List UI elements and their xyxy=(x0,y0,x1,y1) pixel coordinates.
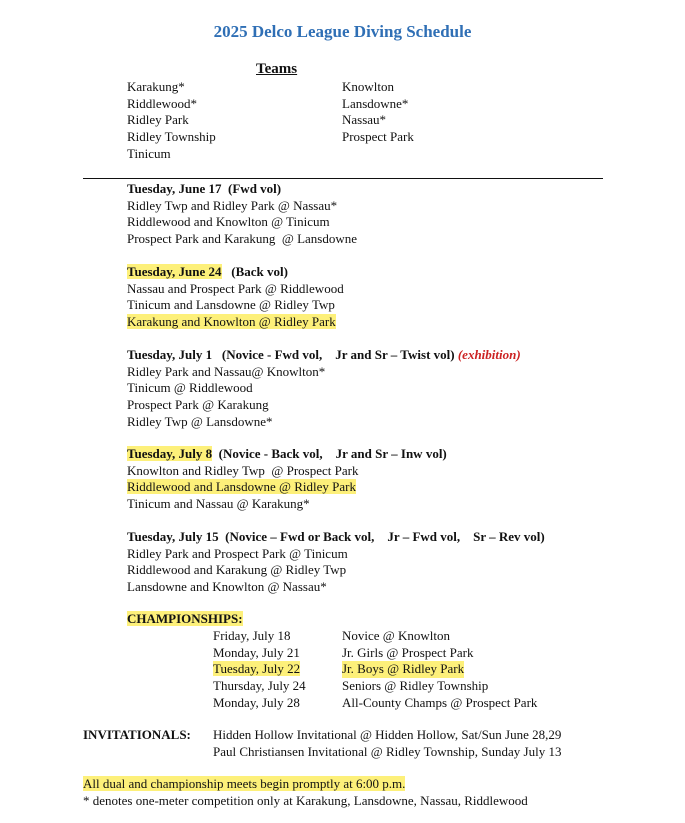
championship-row xyxy=(213,661,537,678)
meet-block xyxy=(127,264,344,331)
meet-match: Prospect Park and Karakung @ Lansdowne xyxy=(127,231,358,247)
teams-right-column xyxy=(342,79,414,146)
championship-date: Tuesday, July 22 xyxy=(213,661,301,677)
invitational-item: Paul Christiansen Invitational @ Ridley Township, Sunday July 13 xyxy=(213,743,562,759)
teams-left-column xyxy=(127,79,216,163)
championships-table xyxy=(213,628,537,712)
meet-events: (Novice - Back vol, Jr and Sr – Inw vol) xyxy=(218,446,447,461)
team-name: Nassau* xyxy=(342,112,387,128)
championship-date: Monday, July 28 xyxy=(213,694,300,710)
invitationals-label: INVITATIONALS: xyxy=(83,727,191,742)
meet-block xyxy=(127,529,545,596)
championships-heading: CHAMPIONSHIPS: xyxy=(127,611,243,626)
meet-events: (Back vol) xyxy=(231,264,288,279)
championship-event: Jr. Girls @ Prospect Park xyxy=(342,644,474,660)
meet-match: Riddlewood and Karakung @ Ridley Twp xyxy=(127,562,347,578)
meet-date: Tuesday, June 17 xyxy=(127,181,222,196)
meet-match: Ridley Park and Prospect Park @ Tinicum xyxy=(127,545,348,561)
championship-event: Jr. Boys @ Ridley Park xyxy=(342,661,465,677)
meet-match: Tinicum @ Riddlewood xyxy=(127,380,253,396)
teams-heading: Teams xyxy=(256,61,298,77)
meet-block xyxy=(127,446,447,513)
page-title: 2025 Delco League Diving Schedule xyxy=(213,22,472,41)
meet-match: Lansdowne and Knowlton @ Nassau* xyxy=(127,579,327,595)
team-name: Ridley Park xyxy=(127,112,189,128)
meet-date: Tuesday, July 8 xyxy=(127,446,213,461)
championship-date: Thursday, July 24 xyxy=(213,678,306,694)
meet-match: Riddlewood and Lansdowne @ Ridley Park xyxy=(127,479,356,495)
championship-event: All-County Champs @ Prospect Park xyxy=(342,694,538,710)
team-name: Lansdowne* xyxy=(342,95,409,111)
meet-match: Ridley Park and Nassau@ Knowlton* xyxy=(127,363,326,379)
meet-date: Tuesday, July 15 xyxy=(127,529,219,544)
meet-header xyxy=(127,446,447,463)
meet-match: Tinicum and Lansdowne @ Ridley Twp xyxy=(127,297,335,313)
meet-match: Riddlewood and Knowlton @ Tinicum xyxy=(127,214,330,230)
meet-date: Tuesday, June 24 xyxy=(127,264,222,279)
meet-events: (Fwd vol) xyxy=(228,181,282,196)
championship-date: Monday, July 21 xyxy=(213,644,300,660)
meet-match: Ridley Twp and Ridley Park @ Nassau* xyxy=(127,197,338,213)
meet-block xyxy=(127,347,521,431)
team-name: Knowlton xyxy=(342,79,394,94)
exhibition-label: (exhibition) xyxy=(457,347,521,362)
meet-match: Karakung and Knowlton @ Ridley Park xyxy=(127,314,336,330)
championship-event: Seniors @ Ridley Township xyxy=(342,678,489,694)
start-time-note: All dual and championship meets begin promptly at 6:00 p.m. xyxy=(83,776,406,791)
meet-match: Nassau and Prospect Park @ Riddlewood xyxy=(127,280,344,296)
championship-date: Friday, July 18 xyxy=(213,628,291,643)
team-name: Karakung* xyxy=(127,79,185,94)
championship-row xyxy=(213,678,537,695)
divider-line xyxy=(83,178,603,179)
meet-match: Ridley Twp @ Lansdowne* xyxy=(127,413,273,429)
team-name: Ridley Township xyxy=(127,129,216,145)
invitationals-list xyxy=(213,727,561,760)
invitational-item: Hidden Hollow Invitational @ Hidden Hollow, Sat/Sun June 28,29 xyxy=(213,727,562,742)
footer-notes xyxy=(83,776,528,809)
meet-match: Prospect Park @ Karakung xyxy=(127,397,269,413)
team-name: Tinicum xyxy=(127,145,171,161)
meet-header xyxy=(127,529,545,546)
championship-row xyxy=(213,628,537,645)
meet-header xyxy=(127,264,344,281)
meet-date: Tuesday, July 1 xyxy=(127,347,213,362)
meet-header xyxy=(127,181,357,198)
meet-events: (Novice – Fwd or Back vol, Jr – Fwd vol, Sr – Rev vol) xyxy=(225,529,545,544)
meet-events: (Novice - Fwd vol, Jr and Sr – Twist vol) xyxy=(221,347,455,362)
asterisk-note: * denotes one-meter competition only at Karakung, Lansdowne, Nassau, Riddlewood xyxy=(83,792,528,808)
team-name: Prospect Park xyxy=(342,129,414,145)
meet-block xyxy=(127,181,357,248)
meet-header xyxy=(127,347,521,364)
meet-match: Knowlton and Ridley Twp @ Prospect Park xyxy=(127,462,359,478)
championship-row xyxy=(213,695,537,712)
team-name: Riddlewood* xyxy=(127,95,198,111)
championship-event: Novice @ Knowlton xyxy=(342,628,451,643)
championship-row xyxy=(213,645,537,662)
meet-match: Tinicum and Nassau @ Karakung* xyxy=(127,496,310,512)
